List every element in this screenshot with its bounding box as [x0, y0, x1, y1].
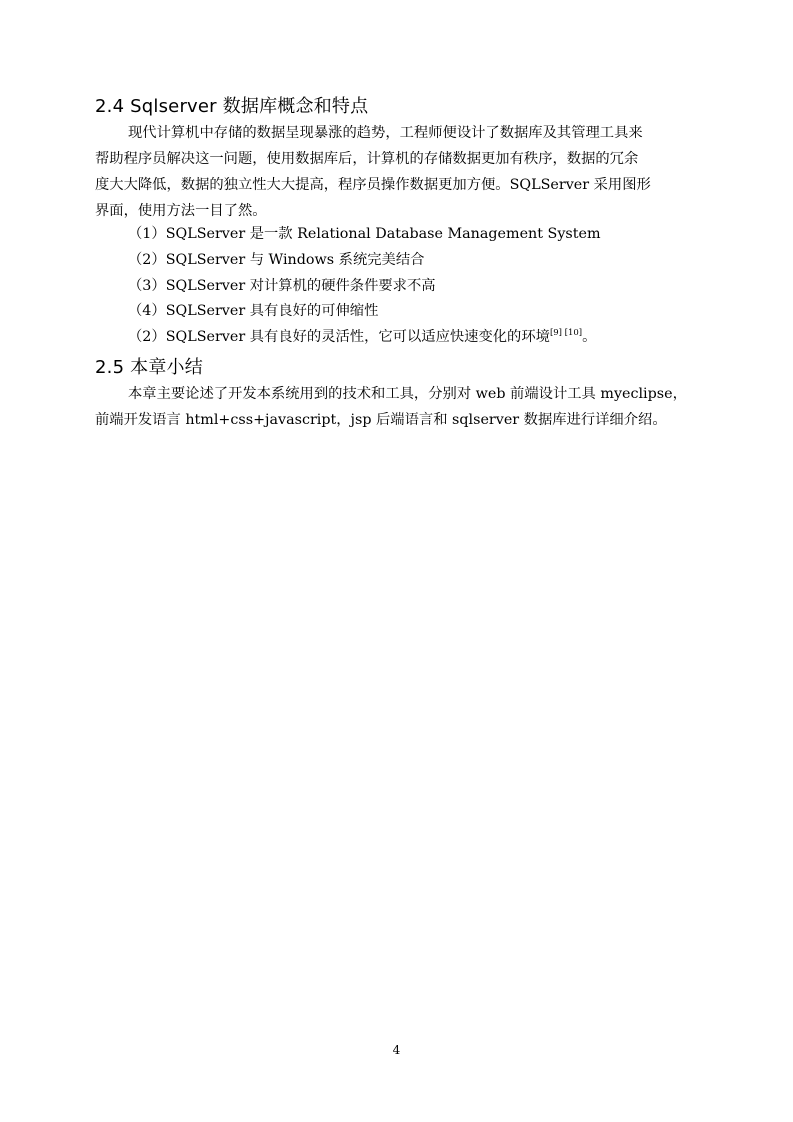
paragraph-line: 帮助程序员解决这一问题，使用数据库后，计算机的存储数据更加有秩序，数据的冗余: [95, 151, 639, 167]
paragraph-line: 现代计算机中存储的数据呈现暴涨的趋势，工程师便设计了数据库及其管理工具来: [128, 125, 643, 141]
feature-item-1: （1）SQLServer 是一款 Relational Database Management System: [128, 226, 601, 242]
feature-item-5-text: （2）SQLServer 具有良好的灵活性，它可以适应快速变化的环境: [128, 329, 550, 346]
feature-item-4: （4）SQLServer 具有良好的可伸缩性: [128, 303, 379, 320]
citation-reference: [9] [10]: [549, 328, 583, 339]
section-2-5-summary-paragraph: [95, 381, 707, 433]
sqlserver-feature-list: [128, 222, 601, 351]
feature-item-5-end: 。: [582, 329, 597, 346]
paragraph-line: 前端开发语言 html+css+javascript，jsp 后端语言和 sqlserver 数据库进行详细介绍。: [95, 412, 667, 428]
section-2-4-intro-paragraph: [95, 120, 707, 224]
feature-item-2: （2）SQLServer 与 Windows 系统完美结合: [128, 251, 425, 268]
section-heading-2-4: 2.4 Sqlserver 数据库概念和特点: [95, 96, 369, 117]
feature-item-5: [128, 325, 601, 351]
page-number: 4: [392, 1043, 401, 1057]
feature-item-3: （3）SQLServer 对计算机的硬件条件要求不高: [128, 277, 436, 294]
section-heading-2-5: 2.5 本章小结: [95, 357, 203, 378]
paragraph-line: 界面，使用方法一目了然。: [95, 203, 267, 219]
paragraph-line: 度大大降低，数据的独立性大大提高，程序员操作数据更加方便。SQLServer 采用图形: [95, 177, 651, 193]
paragraph-line: 本章主要论述了开发本系统用到的技术和工具，分别对 web 前端设计工具 myeclipse，: [128, 386, 687, 402]
